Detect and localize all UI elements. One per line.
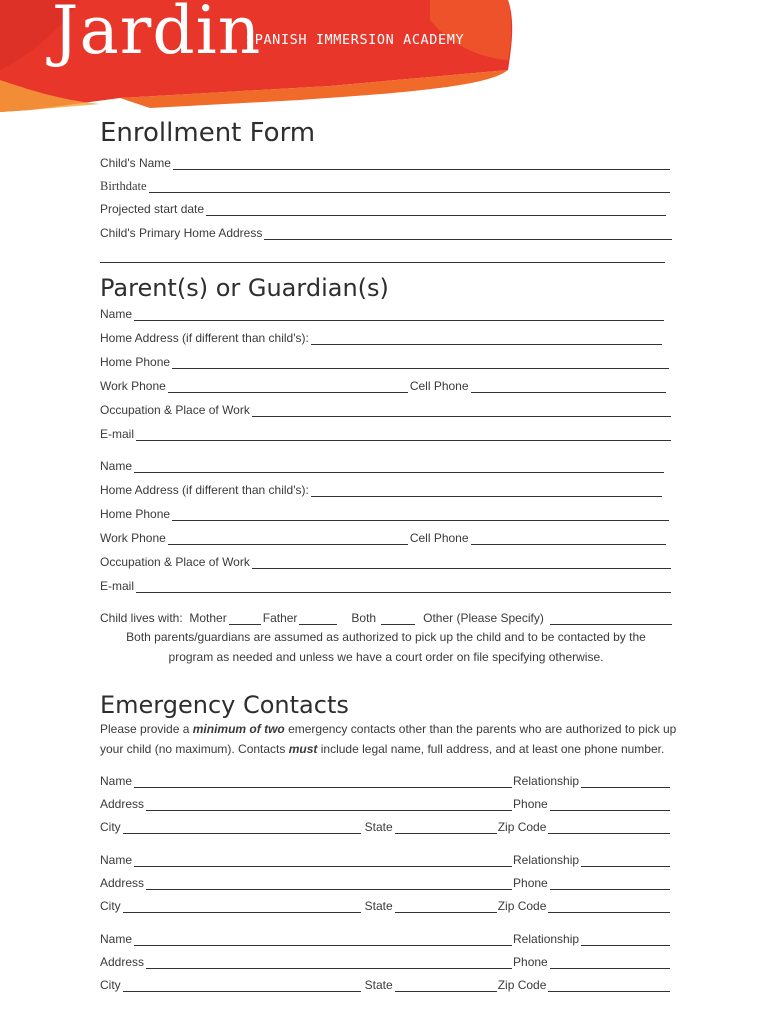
- contact3-name-line[interactable]: [134, 934, 512, 946]
- both-line[interactable]: [381, 613, 415, 625]
- tagline: SPANISH IMMERSION ACADEMY: [246, 32, 465, 48]
- parent2-occupation-field[interactable]: Occupation & Place of Work: [100, 555, 671, 569]
- parent1-work-phone-line[interactable]: [168, 381, 408, 393]
- other-line[interactable]: [550, 613, 672, 625]
- start-date-field[interactable]: Projected start date: [100, 202, 666, 216]
- parent2-email-field[interactable]: E-mail: [100, 579, 671, 593]
- parent2-work-phone-line[interactable]: [168, 533, 408, 545]
- parent2-home-phone-line[interactable]: [172, 509, 669, 521]
- child-name-field[interactable]: Child's Name: [100, 156, 670, 170]
- parent1-home-phone-line[interactable]: [172, 357, 669, 369]
- birthdate-line[interactable]: [149, 181, 670, 193]
- contact3-address-row[interactable]: Address Phone: [100, 955, 670, 969]
- home-address-line[interactable]: [264, 228, 672, 240]
- emergency-intro: Please provide a minimum of two emergency contacts other than the parents who are authorized to pick up your child (no maximum). Contacts must include legal name, full address, and at least one phone number.: [100, 722, 677, 756]
- parent2-home-phone-field[interactable]: Home Phone: [100, 507, 669, 521]
- parent1-home-phone-field[interactable]: Home Phone: [100, 355, 669, 369]
- contact1-address-line[interactable]: [146, 799, 512, 811]
- contact1-city-line[interactable]: [123, 822, 361, 834]
- contact2-name-line[interactable]: [134, 855, 512, 867]
- contact1-relationship-line[interactable]: [581, 776, 670, 788]
- contact3-name-row[interactable]: Name Relationship: [100, 932, 670, 946]
- enrollment-title: Enrollment Form: [100, 118, 316, 148]
- parent1-address-line[interactable]: [311, 333, 662, 345]
- contact1-state-line[interactable]: [395, 822, 497, 834]
- parent1-email-line[interactable]: [136, 429, 671, 441]
- parent1-occupation-field[interactable]: Occupation & Place of Work: [100, 403, 671, 417]
- contact2-relationship-line[interactable]: [581, 855, 670, 867]
- home-address-field[interactable]: Child's Primary Home Address: [100, 226, 672, 240]
- contact1-phone-line[interactable]: [550, 799, 670, 811]
- contact3-phone-line[interactable]: [550, 957, 670, 969]
- birthdate-field[interactable]: Birthdate: [100, 179, 670, 193]
- lives-with-note: Both parents/guardians are assumed as authorized to pick up the child and to be contacted by the program as needed and unless we have a court order on file specifying otherwise.: [126, 630, 646, 664]
- start-date-line[interactable]: [206, 204, 666, 216]
- parent2-name-field[interactable]: Name: [100, 459, 664, 473]
- contact1-city-row[interactable]: City State Zip Code: [100, 820, 670, 834]
- contact3-city-row[interactable]: City State Zip Code: [100, 978, 670, 992]
- logo-text: Jardin: [52, 0, 262, 69]
- contact2-city-line[interactable]: [123, 901, 361, 913]
- contact2-city-row[interactable]: City State Zip Code: [100, 899, 670, 913]
- parent1-phone-row[interactable]: Work Phone Cell Phone: [100, 379, 666, 393]
- contact2-phone-line[interactable]: [550, 878, 670, 890]
- contact3-relationship-line[interactable]: [581, 934, 670, 946]
- parent2-cell-phone-line[interactable]: [471, 533, 666, 545]
- lives-with-row[interactable]: Child lives with: Mother Father Both Other (Please Specify): [100, 611, 672, 625]
- contact1-address-row[interactable]: Address Phone: [100, 797, 670, 811]
- parent2-occupation-line[interactable]: [252, 557, 671, 569]
- parent2-address-line[interactable]: [311, 485, 662, 497]
- parents-title: Parent(s) or Guardian(s): [100, 274, 389, 302]
- child-name-line[interactable]: [173, 158, 670, 170]
- contact1-name-row[interactable]: Name Relationship: [100, 774, 670, 788]
- parent2-email-line[interactable]: [136, 581, 671, 593]
- emergency-title: Emergency Contacts: [100, 691, 349, 719]
- contact1-zip-line[interactable]: [548, 822, 670, 834]
- father-line[interactable]: [299, 613, 337, 625]
- parent1-name-line[interactable]: [134, 309, 664, 321]
- contact2-state-line[interactable]: [395, 901, 497, 913]
- contact2-zip-line[interactable]: [548, 901, 670, 913]
- parent1-email-field[interactable]: E-mail: [100, 427, 671, 441]
- mother-line[interactable]: [229, 613, 261, 625]
- contact3-city-line[interactable]: [123, 980, 361, 992]
- parent1-address-field[interactable]: Home Address (if different than child's):: [100, 331, 662, 345]
- parent1-cell-phone-line[interactable]: [471, 381, 666, 393]
- contact3-zip-line[interactable]: [548, 980, 670, 992]
- parent1-name-field[interactable]: Name: [100, 307, 664, 321]
- parent2-name-line[interactable]: [134, 461, 664, 473]
- contact3-address-line[interactable]: [146, 957, 512, 969]
- parent2-phone-row[interactable]: Work Phone Cell Phone: [100, 531, 666, 545]
- contact1-name-line[interactable]: [134, 776, 512, 788]
- contact2-address-line[interactable]: [146, 878, 512, 890]
- parent2-address-field[interactable]: Home Address (if different than child's):: [100, 483, 662, 497]
- contact2-address-row[interactable]: Address Phone: [100, 876, 670, 890]
- contact3-state-line[interactable]: [395, 980, 497, 992]
- contact2-name-row[interactable]: Name Relationship: [100, 853, 670, 867]
- parent1-occupation-line[interactable]: [252, 405, 671, 417]
- home-address-line-2[interactable]: [100, 262, 665, 263]
